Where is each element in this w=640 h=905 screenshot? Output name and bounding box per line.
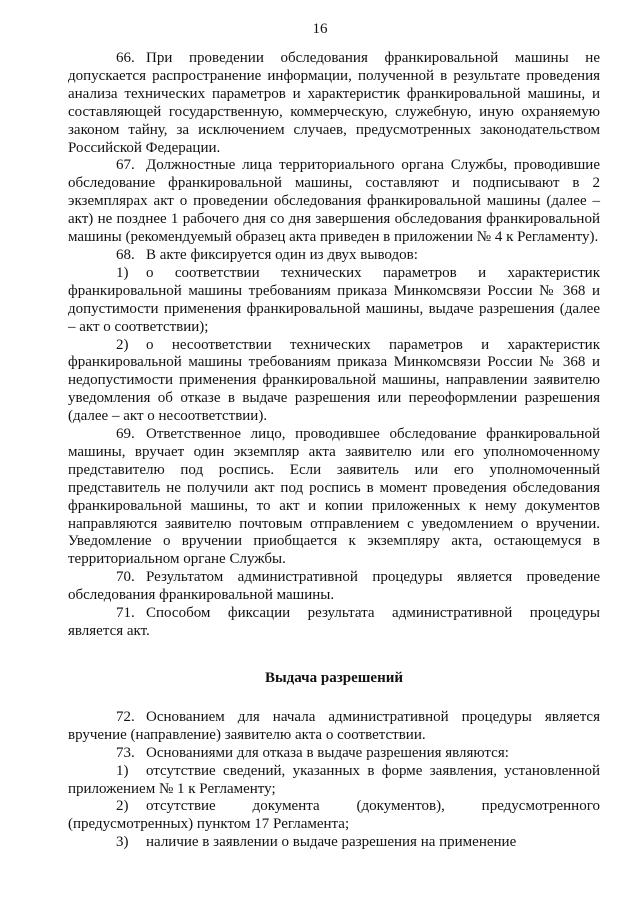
paragraph-70: 70. Результатом административной процедуры является проведение обследования франкировальной машины. xyxy=(68,569,600,604)
paragraph-73-item-1: 1) отсутствие сведений, указанных в форме заявления, установленной приложением № 1 к Регламенту; xyxy=(68,762,600,797)
paragraph-68-item-1: 1) о соответствии технических параметров и характеристик франкировальной машины требованиям приказа Минкомсвязи России № 368 и допустимости применения франкировальной машины, выдаче разрешения (далее – акт о соответствии); xyxy=(68,264,600,335)
paragraph-67: 67. Должностные лица территориального органа Службы, проводившие обследование франкировальной машины, составляют и подписывают в 2 экземплярах акт о проведении обследования франкировальной машины (далее – акт) не позднее 1 рабочего дня со дня завершения обследования франкировальной машины (рекомендуемый образец акта приведен в приложении № 4 к Регламенту). xyxy=(68,157,600,246)
paragraph-73: 73. Основаниями для отказа в выдаче разрешения являются: xyxy=(116,744,509,761)
paragraph-73-item-2: 2) отсутствие документа (документов), предусмотренного (предусмотренных) пунктом 17 Регламента; xyxy=(68,798,600,833)
section-examination xyxy=(68,50,600,641)
document-body xyxy=(68,50,600,852)
paragraph-68-item-2: 2) о несоответствии технических параметров и характеристик франкировальной машины требованиям приказа Минкомсвязи России № 368 и недопустимости применения франкировальной машины, направлении заявителю уведомления об отказе в выдаче разрешения или переоформлении разрешения (далее – акт о несоответствии). xyxy=(68,336,600,425)
paragraph-71: 71. Способом фиксации результата административной процедуры является акт. xyxy=(68,605,600,639)
section-heading: Выдача разрешений xyxy=(264,669,404,686)
paragraph-68: 68. В акте фиксируется один из двух выводов: xyxy=(116,246,418,263)
paragraph-72: 72. Основанием для начала административной процедуры является вручение (направление) заявителю акта о соответствии. xyxy=(68,708,600,743)
paragraph-73-item-3: 3) наличие в заявлении о выдаче разрешения на применение xyxy=(116,834,517,851)
paragraph-69: 69. Ответственное лицо, проводившее обследование франкировальной машины, вручает один экземпляр акта заявителю или его уполномоченному представителю под роспись. Если заявитель или его уполномоченный представитель не получили акт под роспись в момент проведения обследования франкировальной машины, то акт и копии приложенных к нему документов направляются заявителю почтовым отправлением с уведомлением о вручении. Уведомление о вручении приобщается к экземпляру акта, остающемуся в территориальном органе Службы. xyxy=(68,426,600,568)
paragraph-66: 66. При проведении обследования франкировальной машины не допускается распространение информации, полученной в результате проведения анализа технических параметров и характеристик франкировальной машины, и составляющей государственную, коммерческую, служебную, иную охраняемую законом тайну, за исключением случаев, предусмотренных законодательством Российской Федерации. xyxy=(68,50,600,156)
section-permits xyxy=(68,709,600,852)
page-number: 16 xyxy=(312,21,328,37)
